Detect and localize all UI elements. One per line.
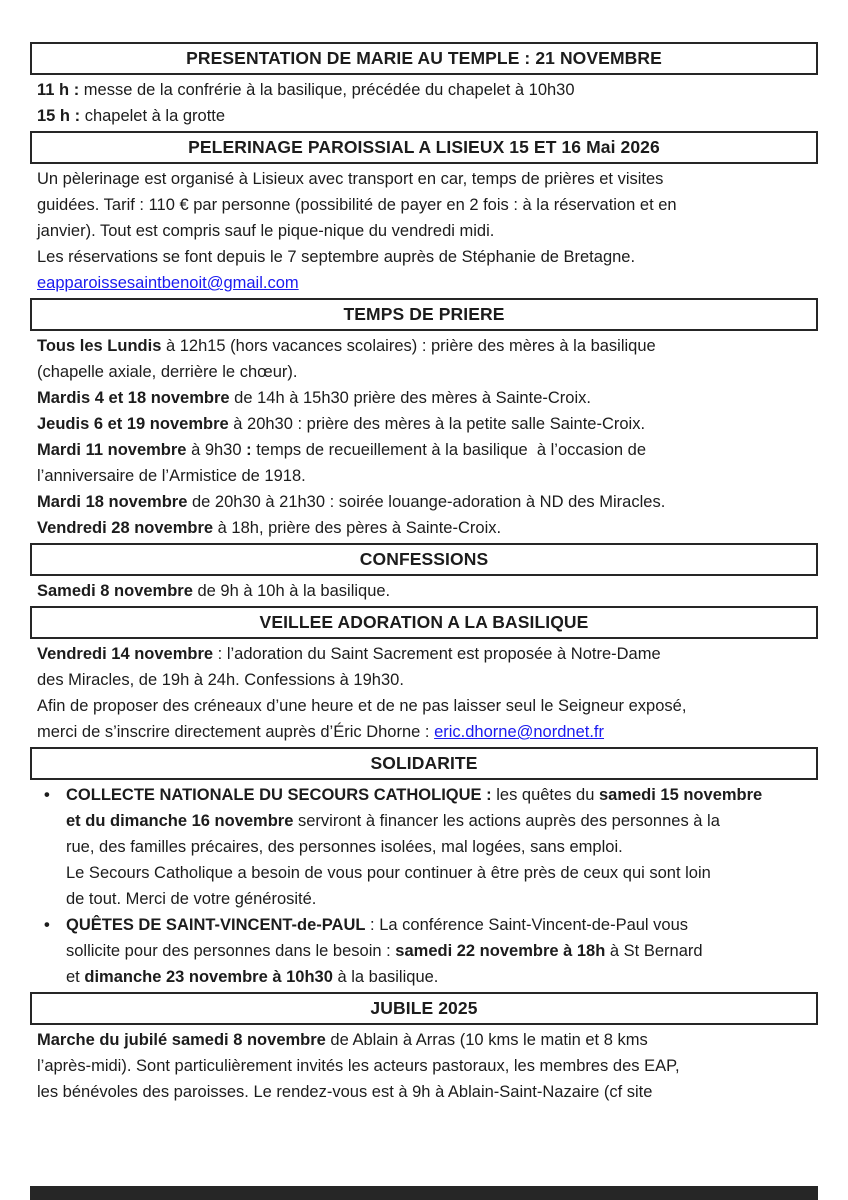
body-text: les bénévoles des paroisses. Le rendez-vous est à 9h à Ablain-Saint-Nazaire (cf site: [37, 1083, 653, 1101]
body-text: merci de s’inscrire directement auprès d’Éric Dhorne :: [37, 723, 435, 741]
body-text: Afin de proposer des créneaux d’une heure et de ne pas laisser seul le Seigneur exposé,: [37, 697, 687, 715]
list-item: [37, 782, 818, 912]
text-line: [66, 912, 818, 938]
bold-text: Samedi 8 novembre: [37, 582, 193, 600]
section-header-jubile-2025: [30, 992, 818, 1025]
body-text: de 20h30 à 21h30 : soirée louange-adoration à ND des Miracles.: [187, 493, 666, 511]
text-line: [37, 77, 818, 103]
section-header-temps-de-priere: [30, 298, 818, 331]
text-line: [37, 1079, 818, 1105]
bold-text: Vendredi 28 novembre: [37, 519, 214, 537]
document-content: [30, 40, 818, 1107]
bold-text: dimanche 23 novembre à 10h30: [84, 968, 333, 986]
body-text: à 18h, prière des pères à Sainte-Croix.: [213, 519, 502, 537]
section-header-presentation-marie: [30, 42, 818, 75]
body-text: à 9h30: [186, 441, 247, 459]
text-line: [66, 834, 818, 860]
bold-text: Mardi 18 novembre: [37, 493, 188, 511]
body-text: de tout. Merci de votre générosité.: [66, 890, 317, 908]
body-text: des Miracles, de 19h à 24h. Confessions à 19h30.: [37, 671, 404, 689]
body-text: (chapelle axiale, derrière le chœur).: [37, 363, 298, 381]
text-line: [37, 693, 818, 719]
text-line: [66, 964, 818, 990]
bold-text: Tous les Lundis: [37, 337, 162, 355]
text-line: [66, 886, 818, 912]
email-link[interactable]: eric.dhorne@nordnet.fr: [434, 723, 605, 741]
text-line: [37, 218, 818, 244]
text-line: [66, 860, 818, 886]
bullet-icon: •: [44, 786, 50, 804]
pelerinage-details: [30, 166, 818, 296]
section-title: VEILLEE ADORATION A LA BASILIQUE: [259, 612, 589, 632]
bold-text: Marche du jubilé samedi 8 novembre: [37, 1031, 326, 1049]
bold-text: COLLECTE NATIONALE DU SECOURS CATHOLIQUE :: [66, 786, 492, 804]
body-text: messe de la confrérie à la basilique, précédée du chapelet à 10h30: [83, 81, 575, 99]
section-title: CONFESSIONS: [359, 549, 489, 569]
text-line: [37, 270, 818, 296]
body-text: à 12h15 (hors vacances scolaires) : prière des mères à la basilique: [161, 337, 656, 355]
section-title: SOLIDARITE: [370, 753, 478, 773]
bold-text: 15 h :: [37, 107, 85, 125]
body-text: Les réservations se font depuis le 7 septembre auprès de Stéphanie de Bretagne.: [37, 248, 636, 266]
bold-text: et du dimanche 16 novembre: [66, 812, 294, 830]
text-line: [37, 719, 818, 745]
body-text: : La conférence Saint-Vincent-de-Paul vous: [365, 916, 689, 934]
text-line: [37, 463, 818, 489]
bullet-icon: •: [44, 916, 50, 934]
body-text: chapelet à la grotte: [84, 107, 226, 125]
bold-text: Mardis 4 et 18 novembre: [37, 389, 230, 407]
solidarite-list: [30, 782, 818, 990]
next-section-cutoff-bar: [30, 1186, 818, 1200]
body-text: l’après-midi). Sont particulièrement invités les acteurs pastoraux, les membres des EAP,: [37, 1057, 680, 1075]
section-header-solidarite: [30, 747, 818, 780]
presentation-marie-details: [30, 77, 818, 129]
bold-text: QUÊTES DE SAINT-VINCENT-de-PAUL: [66, 916, 366, 934]
text-line: [37, 385, 818, 411]
text-line: [37, 437, 818, 463]
body-text: serviront à financer les actions auprès des personnes à la: [293, 812, 720, 830]
body-text: l’anniversaire de l’Armistice de 1918.: [37, 467, 306, 485]
section-title: PELERINAGE PAROISSIAL A LISIEUX 15 ET 16 Mai 2026: [188, 137, 660, 157]
section-header-pelerinage-lisieux: [30, 131, 818, 164]
list-item: [37, 912, 818, 990]
text-line: [37, 578, 818, 604]
text-line: [37, 359, 818, 385]
body-text: de 9h à 10h à la basilique.: [192, 582, 391, 600]
body-text: janvier). Tout est compris sauf le pique-nique du vendredi midi.: [37, 222, 495, 240]
temps-de-priere-details: [30, 333, 818, 541]
section-header-veillee-adoration: [30, 606, 818, 639]
body-text: : l’adoration du Saint Sacrement est proposée à Notre-Dame: [213, 645, 661, 663]
text-line: [37, 489, 818, 515]
body-text: sollicite pour des personnes dans le besoin :: [66, 942, 396, 960]
text-line: [37, 1053, 818, 1079]
bold-text: :: [246, 441, 257, 459]
body-text: de Ablain à Arras (10 kms le matin et 8 kms: [325, 1031, 648, 1049]
bold-text: Vendredi 14 novembre: [37, 645, 214, 663]
text-line: [37, 103, 818, 129]
text-line: [37, 1027, 818, 1053]
text-line: [37, 411, 818, 437]
body-text: à 20h30 : prière des mères à la petite salle Sainte-Croix.: [228, 415, 646, 433]
bold-text: Jeudis 6 et 19 novembre: [37, 415, 229, 433]
bold-text: Mardi 11 novembre: [37, 441, 187, 459]
body-text: guidées. Tarif : 110 € par personne (possibilité de payer en 2 fois : à la réservation et en: [37, 196, 677, 214]
bold-text: samedi 22 novembre à 18h: [395, 942, 606, 960]
text-line: [37, 166, 818, 192]
email-link[interactable]: eapparoissesaintbenoit@gmail.com: [37, 274, 299, 292]
section-header-confessions: [30, 543, 818, 576]
section-title: TEMPS DE PRIERE: [343, 304, 505, 324]
jubile-details: [30, 1027, 818, 1105]
bold-text: samedi 15 novembre: [598, 786, 763, 804]
text-line: [37, 244, 818, 270]
body-text: Le Secours Catholique a besoin de vous pour continuer à être près de ceux qui sont loin: [66, 864, 711, 882]
veillee-adoration-details: [30, 641, 818, 745]
text-line: [37, 641, 818, 667]
body-text: de 14h à 15h30 prière des mères à Sainte-Croix.: [229, 389, 591, 407]
section-title: JUBILE 2025: [370, 998, 478, 1018]
text-line: [37, 667, 818, 693]
body-text: temps de recueillement à la basilique à l’occasion de: [256, 441, 647, 459]
bold-text: 11 h :: [37, 81, 84, 99]
body-text: les quêtes du: [491, 786, 599, 804]
body-text: et: [66, 968, 85, 986]
body-text: rue, des familles précaires, des personnes isolées, mal logées, sans emploi.: [66, 838, 623, 856]
confessions-details: [30, 578, 818, 604]
body-text: Un pèlerinage est organisé à Lisieux avec transport en car, temps de prières et visites: [37, 170, 664, 188]
body-text: à la basilique.: [332, 968, 439, 986]
body-text: à St Bernard: [605, 942, 703, 960]
text-line: [37, 192, 818, 218]
section-title: PRESENTATION DE MARIE AU TEMPLE : 21 NOVEMBRE: [186, 48, 662, 68]
text-line: [37, 333, 818, 359]
text-line: [66, 808, 818, 834]
text-line: [37, 515, 818, 541]
text-line: [66, 782, 818, 808]
text-line: [66, 938, 818, 964]
